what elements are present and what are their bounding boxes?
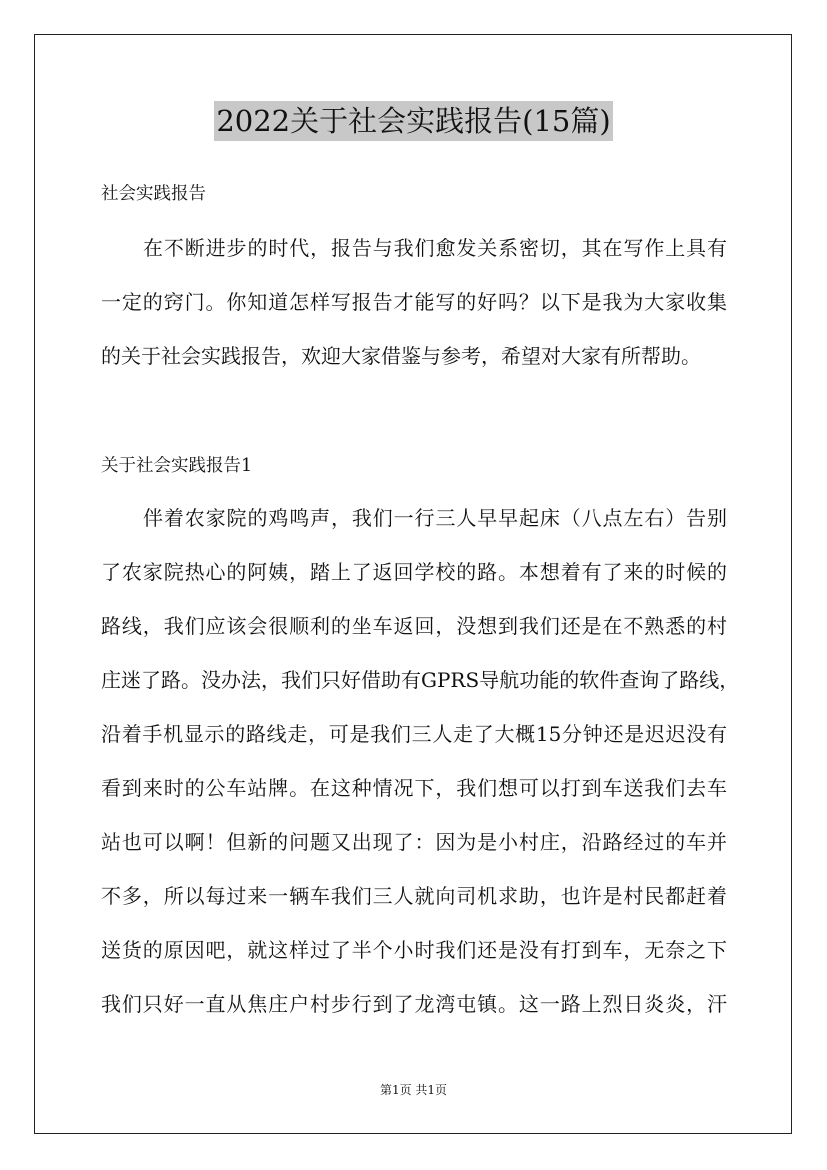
intro-heading: 社会实践报告 (101, 184, 206, 204)
section-heading: 关于社会实践报告1 (101, 456, 253, 476)
paragraph-line: 站也可以啊！但新的问题又出现了：因为是小村庄，沿路经过的车并 (101, 830, 727, 854)
paragraph-line: 不多，所以每过来一辆车我们三人就向司机求助，也许是村民都赶着 (101, 884, 727, 908)
paragraph-line: 送货的原因吧，就这样过了半个小时我们还是没有打到车，无奈之下 (101, 938, 727, 962)
paragraph-line: 我们只好一直从焦庄户村步行到了龙湾屯镇。这一路上烈日炎炎，汗 (101, 992, 727, 1016)
paragraph-line: 看到来时的公车站牌。在这种情况下，我们想可以打到车送我们去车 (101, 776, 727, 800)
paragraph-line: 了农家院热心的阿姨，踏上了返回学校的路。本想着有了来的时候的 (101, 560, 727, 584)
paragraph-line: 庄迷了路。没办法，我们只好借助有GPRS导航功能的软件查询了路线， (101, 668, 740, 692)
intro-line: 的关于社会实践报告，欢迎大家借鉴与参考，希望对大家有所帮助。 (101, 344, 701, 368)
title-container (0, 101, 827, 141)
paragraph-line: 路线，我们应该会很顺利的坐车返回，没想到我们还是在不熟悉的村 (101, 614, 727, 638)
page-number: 第1页 共1页 (379, 1083, 448, 1097)
intro-line: 在不断进步的时代，报告与我们愈发关系密切，其在写作上具有 (143, 236, 727, 260)
paragraph-line: 沿着手机显示的路线走，可是我们三人走了大概15分钟还是迟迟没有 (101, 722, 727, 746)
intro-line: 一定的窍门。你知道怎样写报告才能写的好吗？以下是我为大家收集 (101, 290, 727, 314)
document-title: 2022关于社会实践报告(15篇) (214, 101, 612, 141)
paragraph-line: 伴着农家院的鸡鸣声，我们一行三人早早起床（八点左右）告别 (143, 506, 727, 530)
